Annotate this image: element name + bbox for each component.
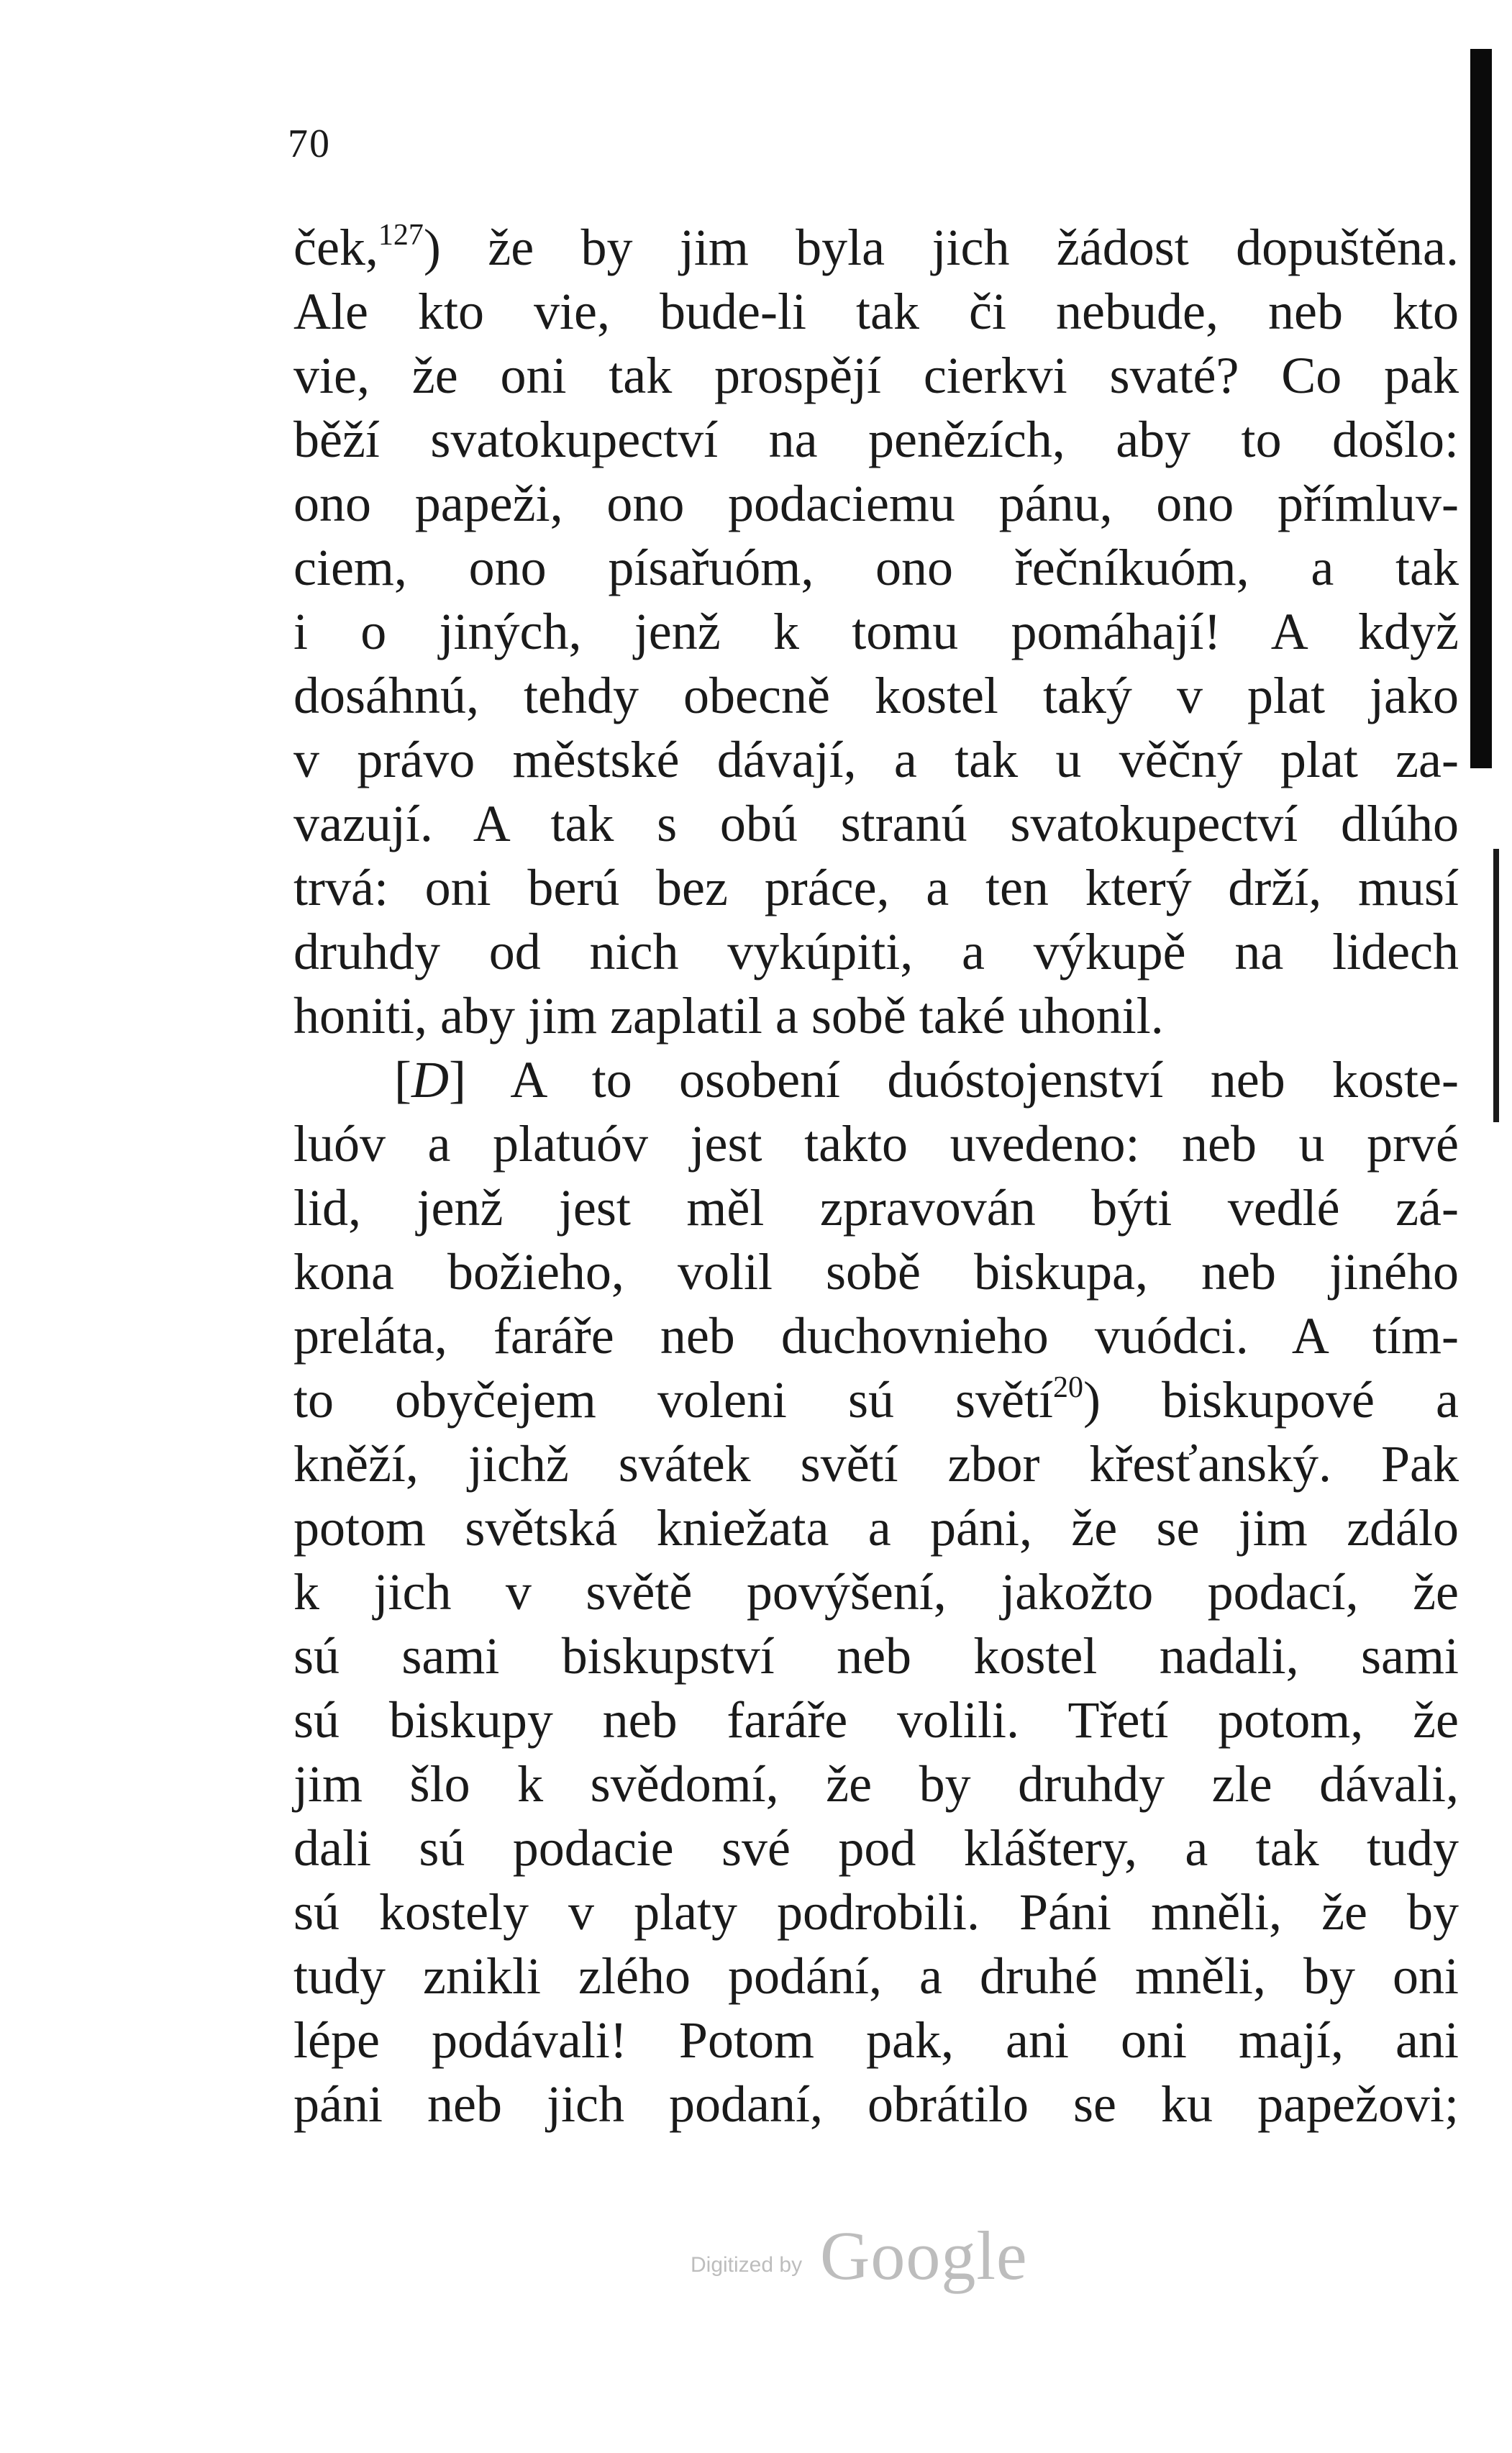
- text-line: páni neb jich podaní, obrátilo se ku papežovi;: [293, 2075, 1459, 2133]
- footnote-ref: 20: [1053, 1371, 1083, 1404]
- text-line: sú biskupy neb faráře volili. Třetí potom, že: [293, 1691, 1459, 1749]
- text-line: trvá: oni berú bez práce, a ten který drží, musí: [293, 859, 1459, 916]
- footnote-ref: 127: [378, 219, 424, 252]
- text-line: [D] A to osobení duóstojenství neb koste-: [394, 1051, 1459, 1109]
- text-line: k jich v světě povýšení, jakožto podací, že: [293, 1563, 1459, 1621]
- text-line: Ale kto vie, bude-li tak či nebude, neb kto: [293, 283, 1459, 340]
- text-line: ono papeži, ono podaciemu pánu, ono přímluv-: [293, 475, 1459, 532]
- text-line: vie, že oni tak prospějí cierkvi svaté? Co pak: [293, 347, 1459, 404]
- body-text: [293, 216, 1459, 2136]
- text-line: tudy znikli zlého podání, a druhé mněli, by oni: [293, 1947, 1459, 2005]
- text-line: v právo městské dávají, a tak u věčný plat za-: [293, 731, 1459, 788]
- page-number: 70: [288, 122, 331, 166]
- text-line: sú sami biskupství neb kostel nadali, sami: [293, 1627, 1459, 1685]
- text-line: vazují. A tak s obú stranú svatokupectví dlúho: [293, 795, 1459, 852]
- text-line: ciem, ono písařuóm, ono řečníkuóm, a tak: [293, 539, 1459, 596]
- watermark-prefix: Digitized by: [691, 2253, 803, 2277]
- text-line: jim šlo k svědomí, že by druhdy zle dávali,: [293, 1755, 1459, 1813]
- text-line: kona božieho, volil sobě biskupa, neb jiného: [293, 1243, 1459, 1301]
- digitized-by-google-watermark: [691, 2216, 1050, 2295]
- section-marker: D: [411, 1051, 449, 1109]
- text-line: kněží, jichž svátek světí zbor křesťanský. Pak: [293, 1435, 1459, 1493]
- text-line: běží svatokupectví na penězích, aby to došlo:: [293, 411, 1459, 468]
- text-line: i o jiných, jenž k tomu pomáhají! A když: [293, 603, 1459, 660]
- text-line: lid, jenž jest měl zpravován býti vedlé zá-: [293, 1179, 1459, 1237]
- scan-edge-bar: [1470, 49, 1492, 768]
- text-line: sú kostely v platy podrobili. Páni mněli, že by: [293, 1883, 1459, 1941]
- text-line: ček,$^{127}$) že by jim byla jich žádost dopuštěna.: [293, 219, 1459, 276]
- text-line: lépe podávali! Potom pak, ani oni mají, ani: [293, 2011, 1459, 2069]
- text-line: dosáhnú, tehdy obecně kostel taký v plat jako: [293, 667, 1459, 724]
- text-line: honiti, aby jim zaplatil a sobě také uhonil.: [293, 987, 1164, 1045]
- text-line: to obyčejem voleni sú světí$^{20}$) biskupové a: [293, 1371, 1459, 1429]
- google-logo: Google: [820, 2217, 1028, 2294]
- text-line: luóv a platuóv jest takto uvedeno: neb u prvé: [293, 1115, 1459, 1173]
- text-line: preláta, faráře neb duchovnieho vuódci. A tím-: [293, 1307, 1459, 1365]
- text-line: potom světská kniežata a páni, že se jim zdálo: [293, 1499, 1459, 1557]
- scan-edge-bar-lower: [1493, 849, 1499, 1122]
- text-line: druhdy od nich vykúpiti, a výkupě na lidech: [293, 923, 1459, 980]
- text-line: dali sú podacie své pod kláštery, a tak tudy: [293, 1819, 1459, 1877]
